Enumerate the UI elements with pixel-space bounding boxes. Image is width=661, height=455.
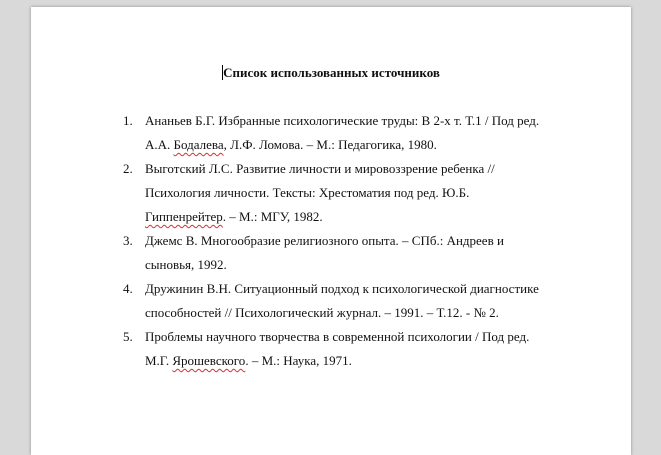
- document-page[interactable]: [31, 7, 631, 455]
- spellcheck-word: Бодалева: [173, 137, 224, 152]
- reference-item-3[interactable]: [123, 229, 593, 277]
- item-text: Проблемы научного творчества в современной психологии / Под ред.: [145, 329, 530, 344]
- item-number: 2.: [123, 161, 133, 176]
- item-text: М.Г.: [145, 353, 173, 368]
- item-text: . – М.: Наука, 1971.: [245, 353, 352, 368]
- spellcheck-word: Гиппенрейтер: [145, 209, 223, 224]
- item-line: [145, 157, 593, 181]
- item-line: [145, 205, 593, 229]
- reference-item-4[interactable]: [123, 277, 593, 325]
- item-text: Психология личности. Тексты: Хрестоматия под ред. Ю.Б.: [145, 185, 470, 200]
- item-text: Выготский Л.С. Развитие личности и мировоззрение ребенка //: [145, 161, 495, 176]
- item-line: [145, 277, 593, 301]
- spellcheck-word: Ярошевского: [172, 353, 246, 368]
- item-number: 4.: [123, 281, 133, 296]
- reference-item-2[interactable]: [123, 157, 593, 229]
- document-title-text: Список использованных источников: [223, 65, 440, 80]
- item-number: 5.: [123, 329, 133, 344]
- reference-item-1[interactable]: [123, 109, 593, 157]
- item-line: [145, 325, 593, 349]
- item-line: [145, 181, 593, 205]
- item-text: . – М.: МГУ, 1982.: [222, 209, 323, 224]
- item-text: , Л.Ф. Ломова. – М.: Педагогика, 1980.: [223, 137, 437, 152]
- document-title[interactable]: [31, 65, 631, 81]
- item-line: [145, 229, 593, 253]
- reference-item-5[interactable]: [123, 325, 593, 373]
- item-line: [145, 109, 593, 133]
- item-text: Джемс В. Многообразие религиозного опыта. – СПб.: Андреев и: [145, 233, 504, 248]
- item-text: Ананьев Б.Г. Избранные психологические труды: В 2-х т. Т.1 / Под ред.: [145, 113, 540, 128]
- item-line: [145, 253, 593, 277]
- item-line: [145, 133, 593, 157]
- item-text: А.А.: [145, 137, 174, 152]
- item-number: 3.: [123, 233, 133, 248]
- item-line: [145, 301, 593, 325]
- item-text: способностей // Психологический журнал. – 1991. – Т.12. - № 2.: [145, 305, 499, 320]
- item-line: [145, 349, 593, 373]
- item-text: сыновья, 1992.: [145, 257, 227, 272]
- item-text: Дружинин В.Н. Ситуационный подход к психологической диагностике: [145, 281, 539, 296]
- reference-list: [123, 109, 593, 373]
- item-number: 1.: [123, 113, 133, 128]
